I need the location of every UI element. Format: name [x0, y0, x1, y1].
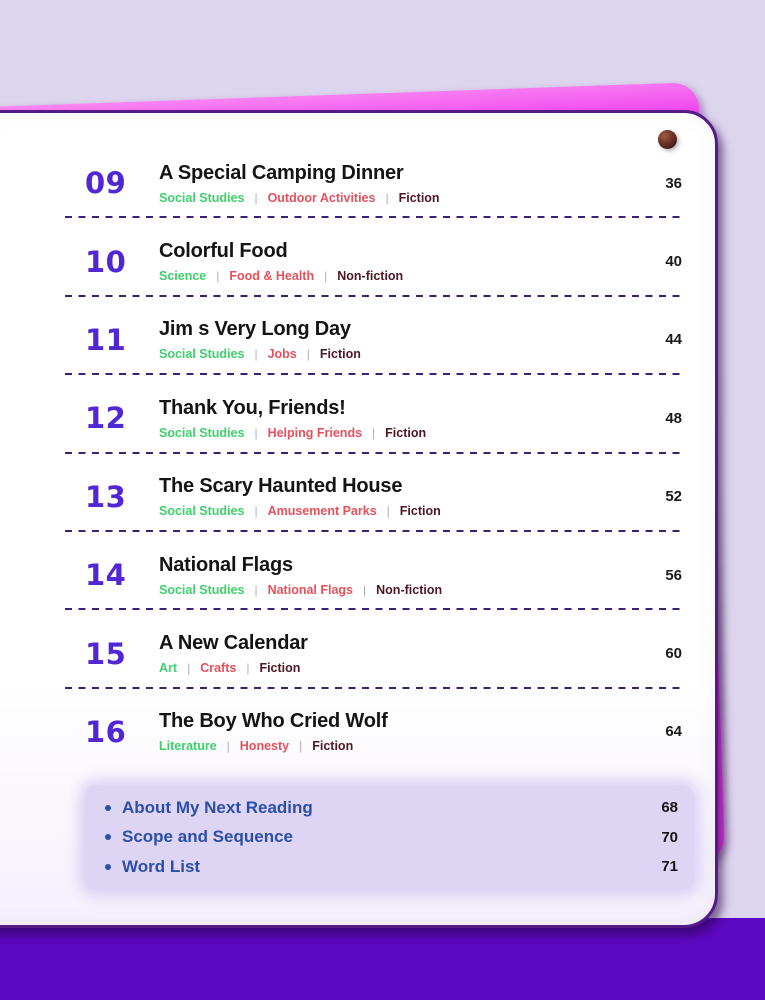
entry-number: 14: [85, 558, 127, 593]
appendix-label: Scope and Sequence: [122, 827, 293, 847]
entry-tags: [159, 269, 640, 283]
entry-title: National Flags: [159, 553, 293, 576]
appendix-page-number: 71: [661, 858, 678, 876]
tag-separator: |: [254, 504, 258, 519]
appendix-row: [101, 823, 678, 853]
entry-tag-genre: Non-fiction: [337, 269, 404, 284]
entry-text-block: [159, 475, 640, 518]
entry-page-number: 48: [665, 409, 682, 427]
entry-number: 11: [85, 322, 127, 357]
tag-separator: |: [226, 739, 230, 754]
entry-number: 12: [85, 401, 127, 436]
entry-page-number: 64: [665, 723, 682, 741]
entry-tags: [159, 426, 640, 440]
tag-separator: |: [216, 269, 220, 284]
tag-separator: |: [187, 661, 191, 676]
entry-tag-subject: Social Studies: [159, 504, 245, 519]
toc-page-card: [0, 110, 718, 928]
entry-tag-topic: Helping Friends: [267, 425, 363, 440]
appendix-page-number: 70: [661, 828, 678, 846]
toc-entry-row: [85, 610, 682, 688]
entry-tags: [159, 661, 640, 675]
entry-tag-genre: Fiction: [398, 190, 440, 205]
appendix-box: [85, 785, 694, 890]
tag-separator: |: [254, 425, 258, 440]
appendix-label: About My Next Reading: [122, 797, 313, 817]
toc-entries: [85, 140, 682, 767]
appendix-label: Word List: [122, 856, 201, 876]
entry-tags: [159, 347, 640, 361]
entry-page-number: 52: [665, 488, 682, 506]
entry-tags: [159, 191, 640, 205]
toc-content: [85, 140, 682, 890]
tag-separator: |: [306, 347, 310, 362]
entry-tag-subject: Art: [159, 661, 178, 676]
entry-number: 15: [85, 636, 127, 671]
appendix-page-number: 68: [661, 799, 678, 817]
entry-title: Colorful Food: [159, 240, 288, 263]
entry-text-block: [159, 240, 640, 283]
entry-tag-topic: Crafts: [200, 661, 237, 676]
entry-page-number: 44: [665, 331, 682, 349]
tag-separator: |: [372, 425, 376, 440]
tag-separator: |: [363, 582, 367, 597]
tag-separator: |: [324, 269, 328, 284]
entry-tag-subject: Science: [159, 269, 207, 284]
entry-tag-topic: Food & Health: [229, 269, 315, 284]
entry-tag-topic: National Flags: [267, 582, 354, 597]
entry-title: The Scary Haunted House: [159, 475, 403, 498]
toc-entry-row: [85, 140, 682, 218]
toc-entry-row: [85, 454, 682, 532]
entry-number: 13: [85, 479, 127, 514]
entry-text-block: [159, 710, 640, 753]
entry-tag-topic: Outdoor Activities: [267, 190, 376, 205]
entry-page-number: 56: [665, 566, 682, 584]
tag-separator: |: [299, 739, 303, 754]
entry-tag-genre: Fiction: [312, 739, 354, 754]
tag-separator: |: [254, 582, 258, 597]
entry-tag-genre: Non-fiction: [376, 582, 443, 597]
entry-page-number: 60: [665, 645, 682, 663]
entry-text-block: [159, 397, 640, 440]
entry-tags: [159, 583, 640, 597]
entry-title: Jim s Very Long Day: [159, 318, 351, 341]
entry-title: A Special Camping Dinner: [159, 161, 404, 184]
tag-separator: |: [386, 504, 390, 519]
tag-separator: |: [385, 190, 389, 205]
entry-title: Thank You, Friends!: [159, 396, 346, 419]
bullet-dot-icon: [105, 864, 111, 870]
entry-text-block: [159, 632, 640, 675]
toc-entry-row: [85, 689, 682, 767]
entry-tag-genre: Fiction: [259, 661, 301, 676]
entry-tags: [159, 739, 640, 753]
entry-tag-topic: Amusement Parks: [267, 504, 377, 519]
entry-text-block: [159, 554, 640, 597]
entry-tag-subject: Social Studies: [159, 582, 245, 597]
entry-text-block: [159, 162, 640, 205]
appendix-row: [101, 793, 678, 823]
bullet-dot-icon: [105, 834, 111, 840]
entry-tag-subject: Social Studies: [159, 347, 245, 362]
toc-entry-row: [85, 532, 682, 610]
tag-separator: |: [254, 347, 258, 362]
toc-entry-row: [85, 218, 682, 296]
toc-entry-row: [85, 375, 682, 453]
bottom-purple-band: [0, 918, 765, 1000]
tag-separator: |: [246, 661, 250, 676]
tag-separator: |: [254, 190, 258, 205]
entry-number: 16: [85, 714, 127, 749]
appendix-row: [101, 852, 678, 882]
entry-number: 09: [85, 166, 127, 201]
entry-tag-subject: Social Studies: [159, 190, 245, 205]
entry-title: The Boy Who Cried Wolf: [159, 710, 388, 733]
entry-page-number: 36: [665, 174, 682, 192]
toc-entry-row: [85, 297, 682, 375]
entry-text-block: [159, 318, 640, 361]
entry-title: A New Calendar: [159, 632, 308, 655]
entry-tag-topic: Honesty: [239, 739, 290, 754]
entry-tag-topic: Jobs: [267, 347, 297, 362]
entry-tag-subject: Literature: [159, 739, 217, 754]
entry-tag-subject: Social Studies: [159, 425, 245, 440]
entry-tags: [159, 504, 640, 518]
entry-number: 10: [85, 244, 127, 279]
entry-page-number: 40: [665, 253, 682, 271]
entry-tag-genre: Fiction: [385, 425, 427, 440]
bullet-dot-icon: [105, 805, 111, 811]
entry-tag-genre: Fiction: [319, 347, 361, 362]
entry-tag-genre: Fiction: [399, 504, 441, 519]
